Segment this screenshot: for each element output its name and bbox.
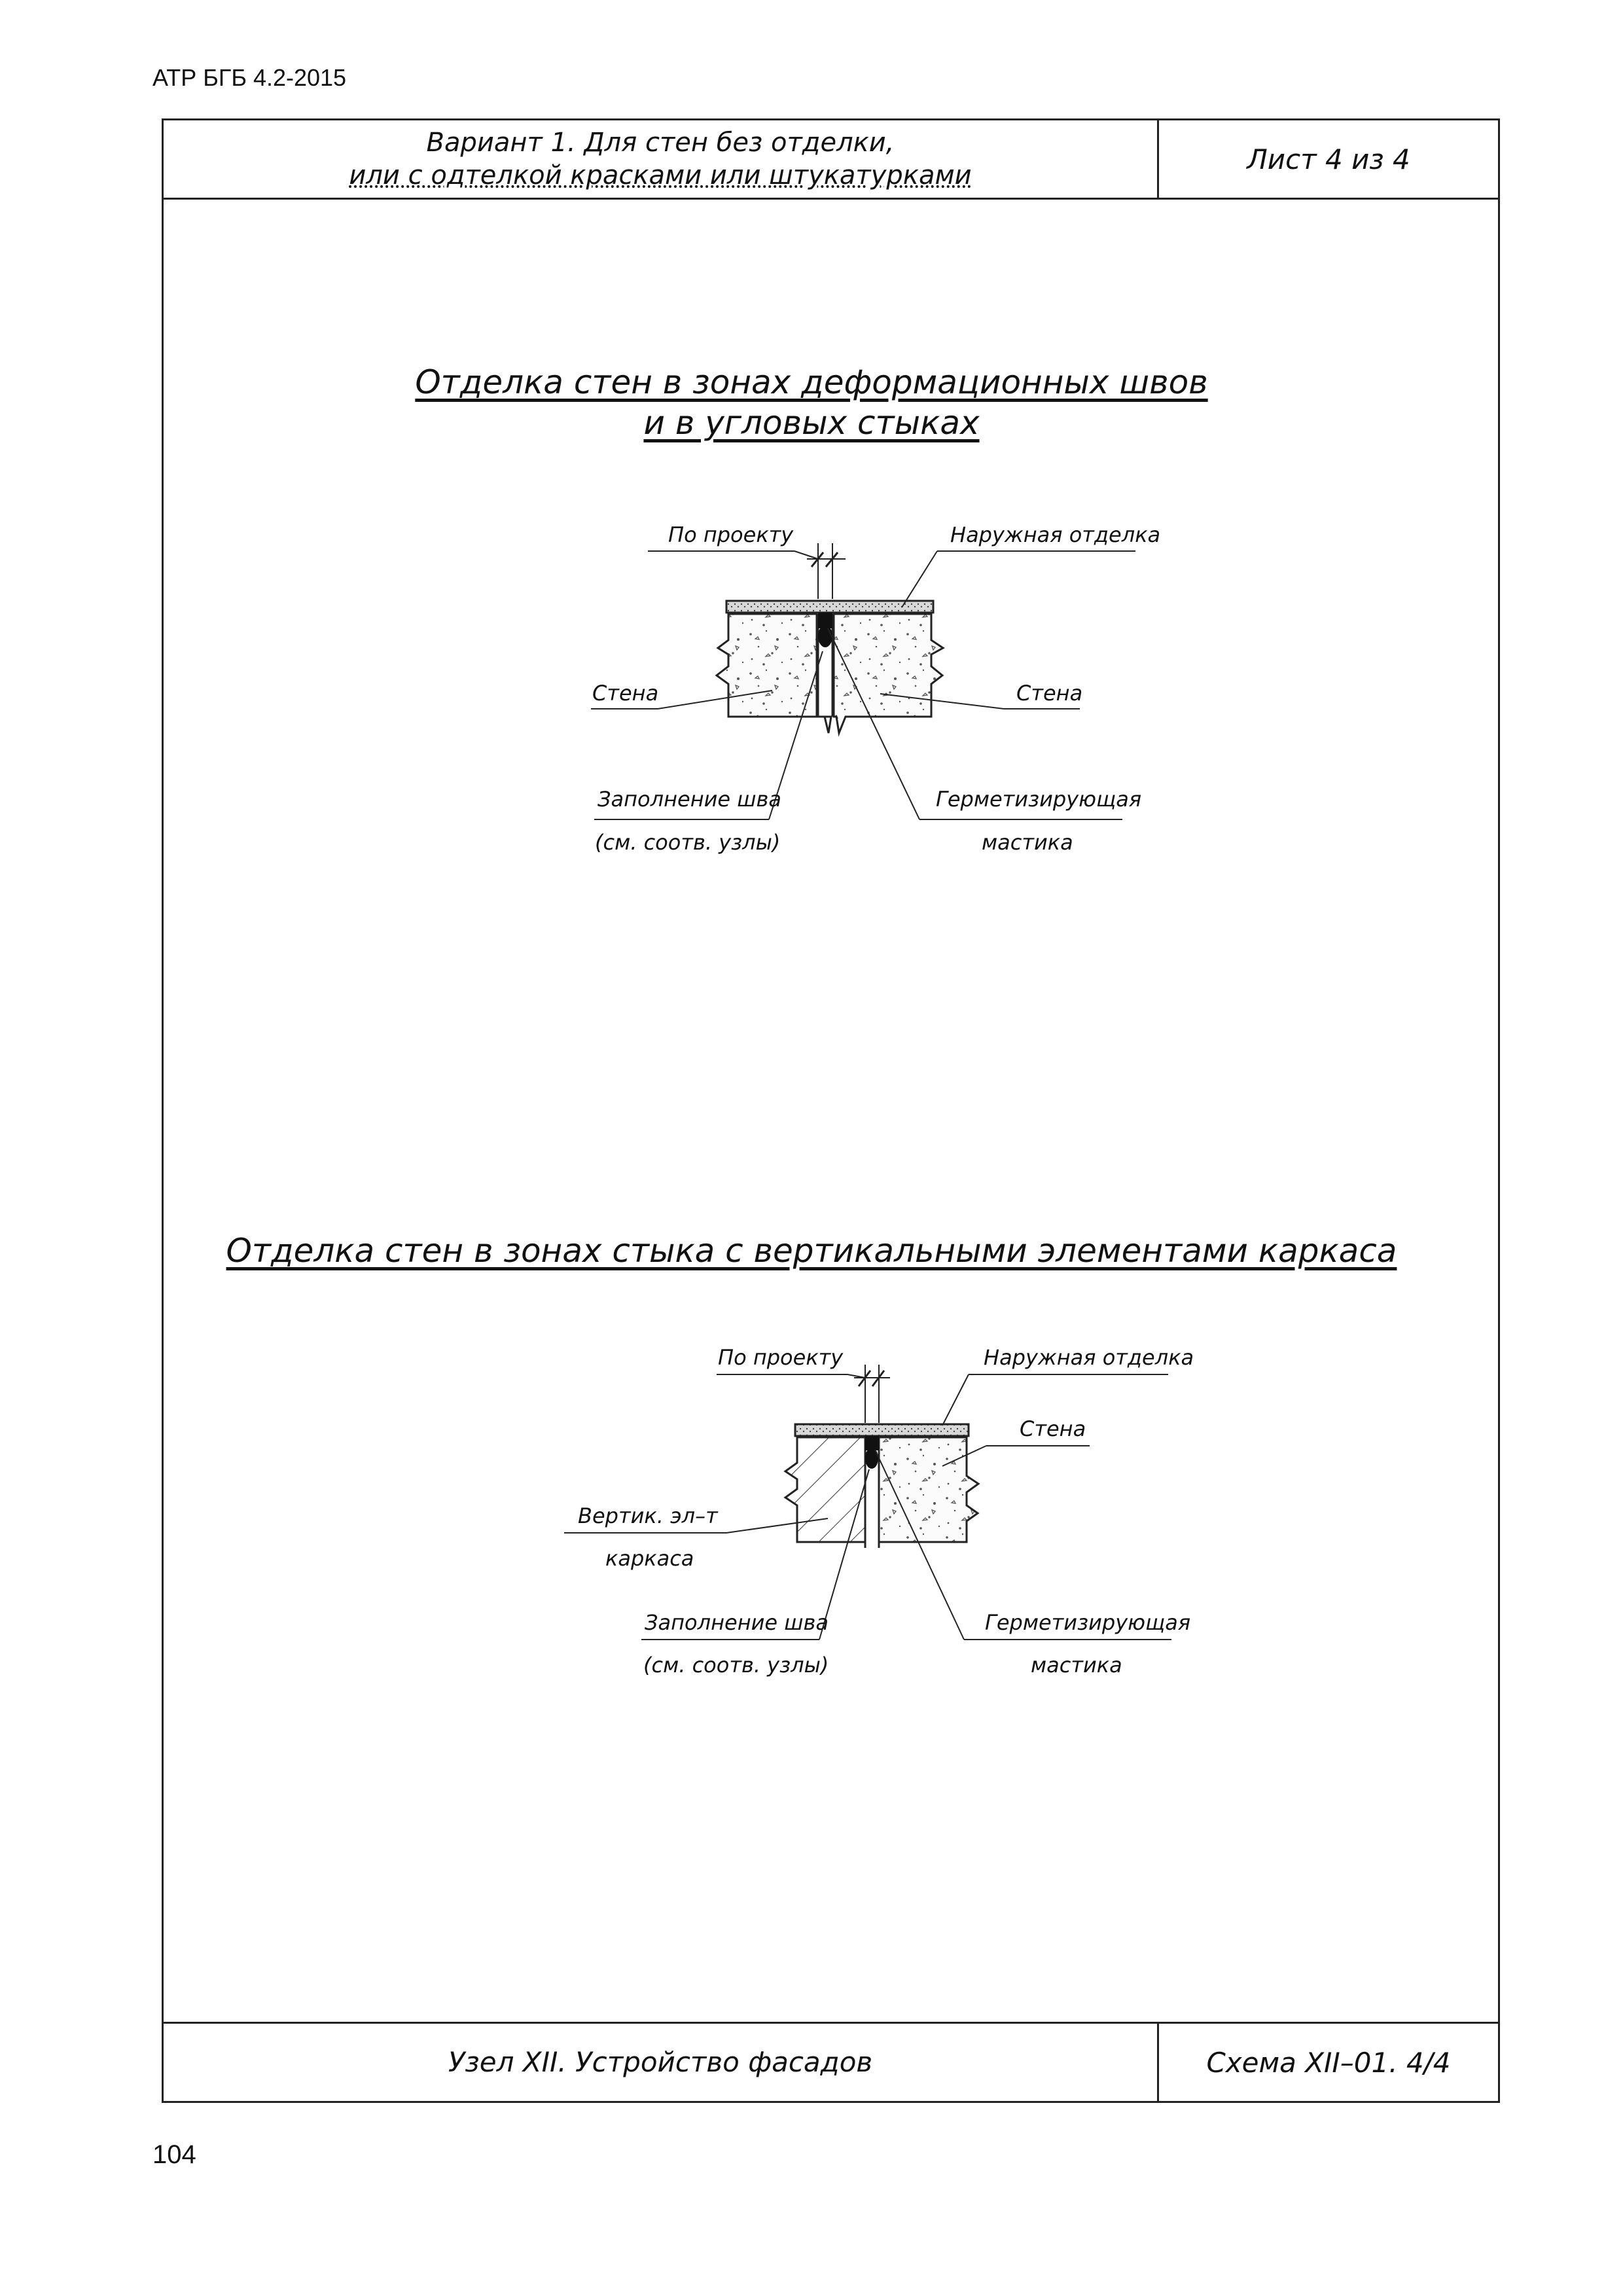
sheet-number: Лист 4 из 4 (1247, 143, 1410, 175)
wall-left-block (717, 614, 831, 733)
label-frame-element: Вертик. эл–т (578, 1503, 718, 1528)
label-sealant-2: мастика (982, 830, 1073, 855)
label-joint-fill-note: (см. соотв. узлы) (595, 830, 781, 855)
label-frame-element-2: каркаса (605, 1546, 694, 1571)
section2-title-text: Отделка стен в зонах стыка с вертикальными элементами каркаса (226, 1232, 1397, 1270)
scheme-number: Схема XII–01. 4/4 (1206, 2046, 1451, 2079)
label-outer-finish: Наружная отделка (950, 522, 1161, 547)
node-title: Узел XII. Устройство фасадов (448, 2046, 873, 2078)
label-wall-left: Стена (592, 681, 659, 706)
label-by-project-2: По проекту (718, 1345, 844, 1370)
variant-line-1: Вариант 1. Для стен без отделки, (426, 128, 895, 158)
section1-title-line-1: Отделка стен в зонах деформационных швов (415, 363, 1208, 401)
document-code: АТР БГБ 4.2-2015 (152, 64, 347, 91)
label-sealant: Герметизирующая (936, 787, 1142, 812)
detail-expansion-joint (591, 522, 1160, 855)
label-joint-fill-note-2: (см. соотв. узлы) (643, 1653, 829, 1677)
frame-element-block (785, 1437, 865, 1542)
section1-title-line-2: и в угловых стыках (643, 404, 980, 442)
label-joint-fill: Заполнение шва (597, 787, 782, 812)
label-sealant-4: мастика (1031, 1653, 1122, 1677)
label-outer-finish-2: Наружная отделка (984, 1345, 1194, 1370)
backer-rod-2 (865, 1448, 878, 1469)
variant-line-2: или с одтелкой красками или штукатурками (349, 160, 972, 190)
label-wall: Стена (1020, 1416, 1086, 1441)
backer-rod (818, 625, 832, 647)
detail-frame-joint (564, 1345, 1194, 1677)
page-number: 104 (152, 2140, 196, 2169)
label-sealant-3: Герметизирующая (985, 1610, 1191, 1635)
label-joint-fill-2: Заполнение шва (645, 1610, 829, 1635)
outer-finish-layer-2 (795, 1424, 969, 1436)
label-wall-right: Стена (1016, 681, 1083, 706)
label-by-project: По проекту (668, 522, 794, 547)
